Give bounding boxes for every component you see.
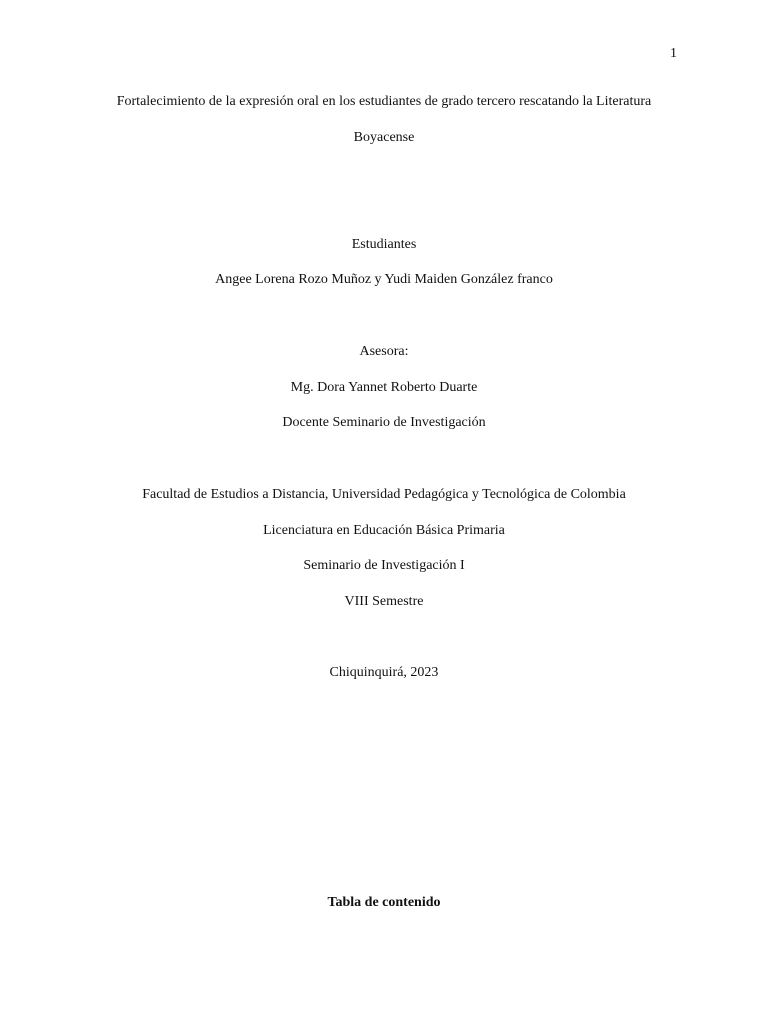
- advisor-role: Docente Seminario de Investigación: [282, 415, 486, 430]
- students-names: Angee Lorena Rozo Muñoz y Yudi Maiden González franco: [215, 272, 553, 287]
- advisor-name: Mg. Dora Yannet Roberto Duarte: [290, 380, 478, 395]
- course-line: Seminario de Investigación I: [303, 558, 465, 573]
- place-year: Chiquinquirá, 2023: [329, 665, 439, 680]
- faculty-line: Facultad de Estudios a Distancia, Universidad Pedagógica y Tecnológica de Colombia: [142, 487, 626, 502]
- students-label: Estudiantes: [351, 237, 417, 252]
- advisor-label: Asesora:: [359, 344, 409, 359]
- title-line-2: Boyacense: [353, 130, 415, 145]
- title-line-1: Fortalecimiento de la expresión oral en los estudiantes de grado tercero rescatando la Literatura: [116, 94, 652, 109]
- page-number: 1: [670, 46, 677, 61]
- semester-line: VIII Semestre: [344, 594, 424, 609]
- program-line: Licenciatura en Educación Básica Primaria: [263, 523, 505, 538]
- toc-heading: Tabla de contenido: [327, 895, 441, 910]
